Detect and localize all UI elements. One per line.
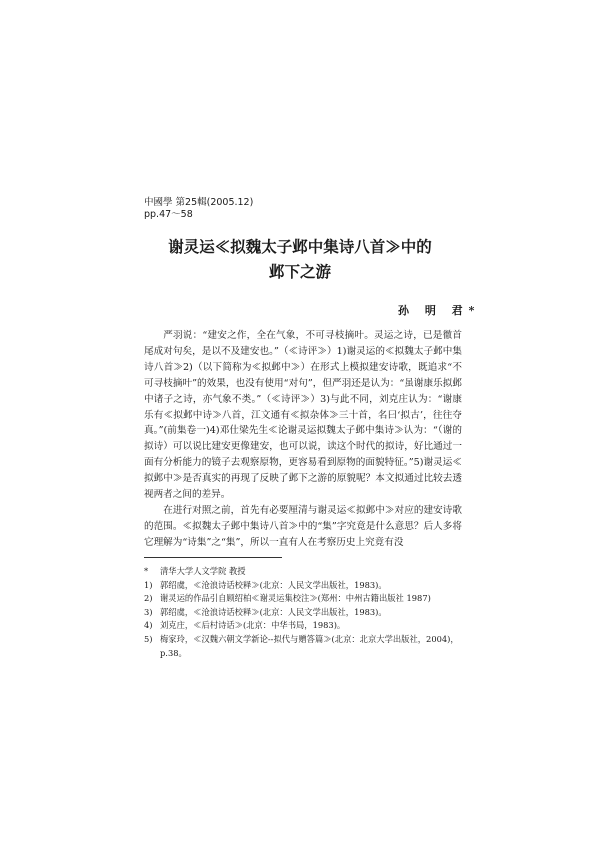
footnote-mark: 3) (144, 606, 153, 617)
footnote-text: 刘克庄，≪后村诗话≫(北京：中华书局，1983)。 (160, 620, 346, 631)
article-title (130, 234, 470, 284)
footnote-mark: 2) (144, 593, 153, 604)
paragraph: 严羽说：“建安之作，全在气象，不可寻枝摘叶。灵运之诗，已是徹首尾成对句矣，是以不及建安也。”（≪诗评≫）1)谢灵运的≪拟魏太子邺中集诗八首≫2)（以下简称为≪拟邺中≫）在形式上模拟建安诗歌，既追求“不可寻枝摘叶”的效果，也没有使用“对句”，但严羽还是认为：“虽谢康乐拟邺中诸子之诗，亦气象不类。”（≪诗评≫）3)与此不同，刘克庄认为：“谢康乐有≪拟邺中诗≫八首，江文通有≪拟杂体≫三十首，名曰‘拟古’，往往夺真。”(前集卷一)4)邓仕梁先生≪论谢灵运拟魏太子邺中集诗≫认为：“（谢的拟诗）可以说比建安更像建安，也可以说，读这个时代的拟诗，好比通过一面有分析能力的镜子去观察原物，更容易看到原物的面貌特征。”5)谢灵运≪拟邺中≫是否真实的再现了反映了邺下之游的原貌呢？本文拟通过比较去透视两者之间的差异。 (144, 330, 462, 501)
footnote (144, 579, 462, 593)
article-body (144, 328, 462, 551)
author-name: 孙 明 君* (398, 304, 481, 317)
footnotes (144, 565, 462, 660)
footnote-text: 谢灵运的作品引自顾绍柏≪谢灵运集校注≫(郑州：中州古籍出版社 1987) (160, 593, 431, 604)
title-line-2: 邺下之游 (268, 262, 331, 281)
footnote-text: 郭绍虞，≪沧浪诗话校释≫(北京：人民文学出版社，1983)。 (160, 606, 387, 617)
footnote (144, 619, 462, 633)
footnote (144, 592, 462, 606)
journal-info: 中國學 第25輯(2005.12) (144, 197, 254, 208)
journal-header (144, 197, 253, 221)
page-range: pp.47～58 (144, 209, 193, 220)
footnote-text: 梅家玲，≪汉魏六朝文学新论--拟代与赠答篇≫(北京：北京大学出版社，2004)，p.38。 (160, 633, 459, 658)
footnote-text: 清华大学人文学院 教授 (160, 566, 246, 576)
footnote-divider (144, 557, 282, 558)
footnote-mark: 5) (144, 633, 153, 644)
footnote-mark: 4) (144, 620, 153, 631)
footnote-text: 郭绍虞，≪沧浪诗话校释≫(北京：人民文学出版社，1983)。 (160, 579, 387, 590)
title-line-1: 谢灵运≪拟魏太子邺中集诗八首≫中的 (168, 237, 432, 256)
footnote (144, 633, 462, 660)
footnote (144, 606, 462, 620)
footnote (144, 565, 462, 579)
paragraph: 在进行对照之前，首先有必要厘清与谢灵运≪拟邺中≫对应的建安诗歌的范围。≪拟魏太子邺中集诗八首≫中的“集”字究竟是什么意思？后人多将它理解为“诗集”之“集”，所以一直有人在考察历史上究竟有没 (144, 504, 462, 548)
footnote-mark: 1) (144, 579, 153, 590)
footnote-mark: * (144, 566, 149, 576)
